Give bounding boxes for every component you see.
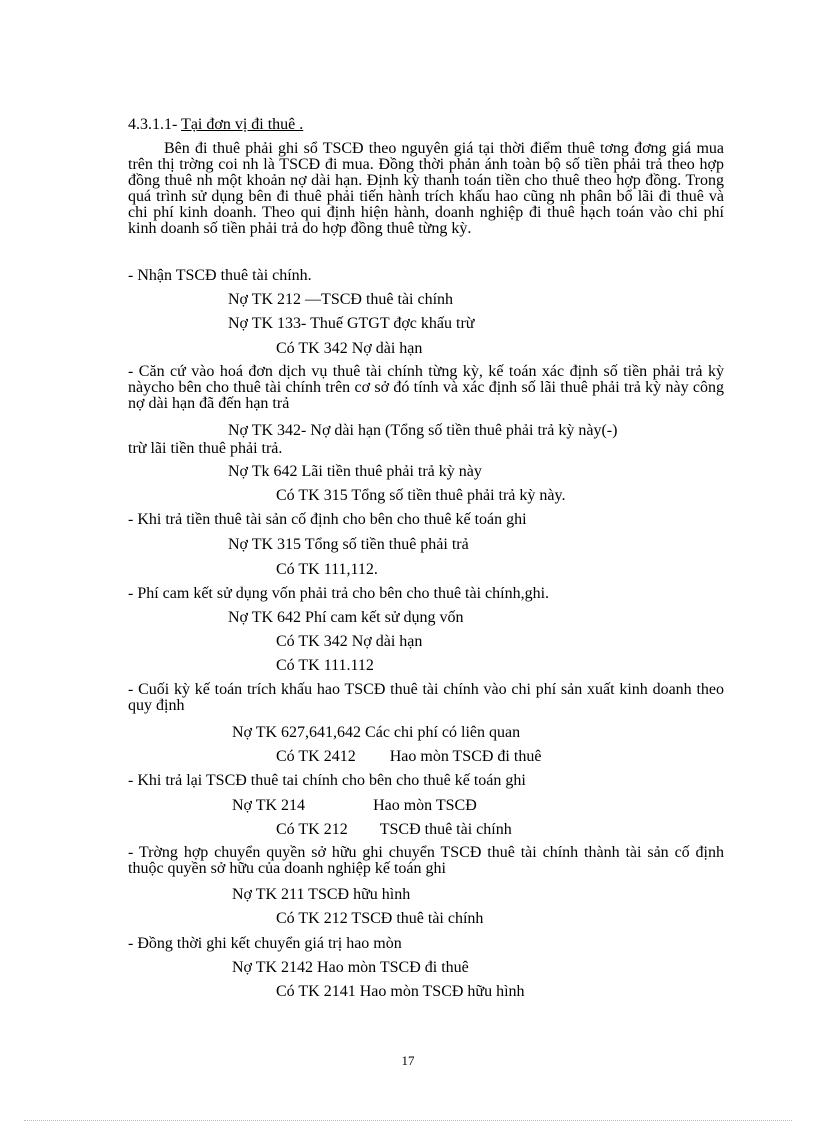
credit-description: TSCĐ thuê tài chính (379, 821, 512, 838)
entry-receive-asset: - Nhận TSCĐ thuê tài chính. (128, 267, 312, 284)
debit-line: Nợ Tk 642 Lãi tiền thuê phải trả kỳ này (228, 463, 482, 480)
credit-account: Có TK 212 (276, 821, 348, 838)
debit-line: Nợ TK 642 Phí cam kết sử dụng vốn (228, 609, 464, 626)
credit-line: Có TK 315 Tổng số tiền thuê phải trả kỳ này. (276, 487, 566, 504)
credit-line: Có TK 2141 Hao mòn TSCĐ hữu hình (276, 983, 525, 1000)
section-title: Tại đơn vị đi thuê . (181, 116, 304, 133)
debit-line: Nợ TK 315 Tổng số tiền thuê phải trả (228, 536, 469, 553)
section-heading (128, 116, 303, 134)
debit-line (232, 797, 477, 815)
entry-commitment-fee: - Phí cam kết sử dụng vốn phải trả cho bên cho thuê tài chính,ghi. (128, 585, 550, 602)
page-number: 17 (401, 1053, 415, 1068)
page-bottom-rule (24, 1120, 792, 1121)
continuation-line: trừ lãi tiền thuê phải trả. (128, 440, 283, 457)
credit-account: Có TK 2412 (276, 748, 356, 765)
debit-line: Nợ TK 2142 Hao mòn TSCĐ đi thuê (232, 959, 469, 976)
credit-line (276, 821, 512, 839)
debit-line: Nợ TK 211 TSCĐ hữu hình (232, 886, 411, 903)
ownership-transfer-paragraph: - Trờng hợp chuyển quyền sở hữu ghi chuyển TSCĐ thuê tài chính thành tài sản cố định thuộc quyền sở hữu của doanh nghiệp kế toán ghi (128, 844, 724, 877)
entry-pay-rent: - Khi trả tiền thuê tài sản cố định cho bên cho thuê kế toán ghi (128, 511, 527, 528)
debit-description: Hao mòn TSCĐ (373, 797, 477, 814)
depreciation-paragraph: - Cuối kỳ kế toán trích khấu hao TSCĐ thuê tài chính vào chi phí sản xuất kinh doanh theo quy định (128, 681, 724, 714)
invoice-paragraph: - Căn cứ vào hoá đơn dịch vụ thuê tài chính từng kỳ, kế toán xác định số tiền phải trả kỳ nàycho bên cho thuê tài chính trên cơ sở đó tính và xác định số lãi thuê phải trả kỳ này công nợ dài hạn đã đến hạn trả (128, 363, 724, 412)
credit-line: Có TK 111,112. (276, 561, 378, 578)
debit-line: Nợ TK 627,641,642 Các chi phí có liên quan (232, 724, 521, 741)
credit-line: Có TK 212 TSCĐ thuê tài chính (276, 910, 484, 927)
credit-line: Có TK 111.112 (276, 657, 374, 674)
entry-return-asset: - Khi trả lại TSCĐ thuê tai chính cho bên cho thuê kế toán ghi (128, 772, 526, 789)
credit-line (276, 748, 541, 766)
credit-line: Có TK 342 Nợ dài hạn (276, 633, 423, 650)
debit-line: Nợ TK 133- Thuế GTGT đợc khấu trừ (228, 315, 475, 332)
debit-line: Nợ TK 342- Nợ dài hạn (Tổng số tiền thuê phải trả kỳ này(-) (228, 422, 618, 439)
debit-line: Nợ TK 212 —TSCĐ thuê tài chính (228, 291, 454, 308)
entry-transfer-depreciation: - Đồng thời ghi kết chuyển giá trị hao mòn (128, 935, 402, 952)
intro-paragraph: Bên đi thuê phải ghi sổ TSCĐ theo nguyên giá tại thời điểm thuê tơng đơng giá mua trên thị trờng coi nh là TSCĐ đi mua. Đồng thời phản ánh toàn bộ số tiền phải trả theo hợp đồng thuê nh một khoản nợ dài hạn. Định kỳ thanh toán tiền cho thuê theo hợp đồng. Trong quá trình sử dụng bên đi thuê phải tiến hành trích khấu hao cũng nh phân bổ lãi đi thuê và chi phí kinh doanh. Theo qui định hiện hành, doanh nghiệp đi thuê hạch toán vào chi phí kinh doanh số tiền phải trả do hợp đồng thuê từng kỳ. (128, 140, 724, 237)
section-number: 4.3.1.1- (128, 116, 182, 133)
debit-account: Nợ TK 214 (232, 797, 306, 814)
credit-description: Hao mòn TSCĐ đi thuê (389, 748, 542, 765)
credit-line: Có TK 342 Nợ dài hạn (276, 340, 423, 357)
